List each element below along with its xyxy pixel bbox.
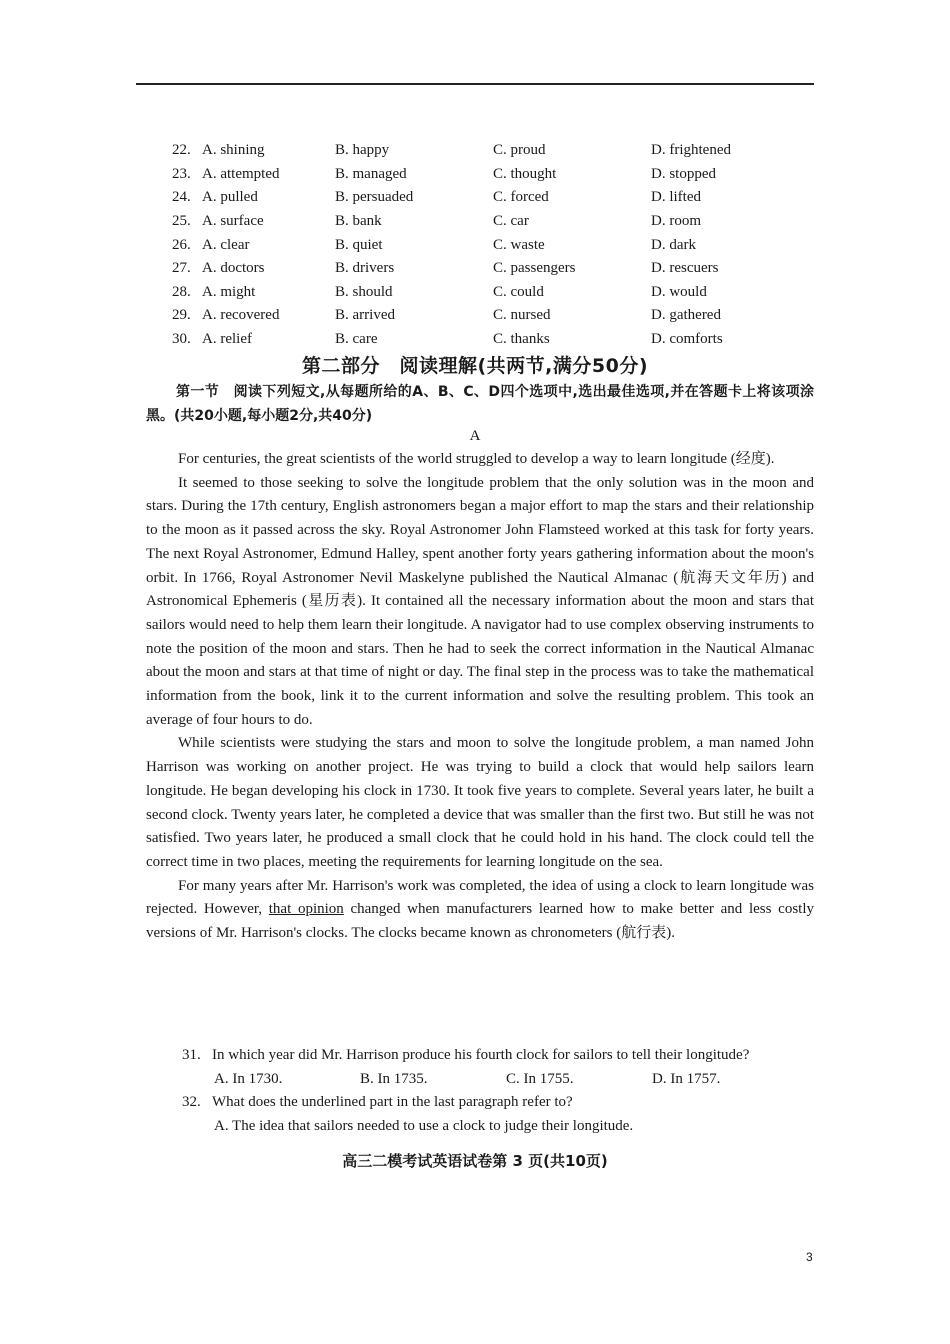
question-31 — [146, 1044, 814, 1068]
option-d: D. comforts — [651, 331, 723, 348]
q31-option-d: D. In 1757. — [652, 1070, 721, 1087]
option-row — [172, 186, 772, 210]
option-b: B. bank — [335, 213, 382, 230]
option-row — [172, 257, 772, 281]
question-number: 29. — [172, 307, 191, 324]
option-row — [172, 328, 772, 352]
option-d: D. gathered — [651, 307, 721, 324]
option-c: C. car — [493, 213, 529, 230]
question-32-number: 32. — [182, 1094, 201, 1111]
question-31-options — [146, 1068, 814, 1092]
section-instructions: 第一节 阅读下列短文,从每题所给的A、B、C、D四个选项中,选出最佳选项,并在答题卡上将该项涂黑。(共20小题,每小题2分,共40分) — [146, 384, 814, 424]
question-number: 25. — [172, 213, 191, 230]
passage-letter: A — [469, 428, 481, 444]
option-row — [172, 233, 772, 257]
option-a: A. shining — [202, 142, 265, 159]
option-row — [172, 163, 772, 187]
option-a: A. might — [202, 283, 256, 300]
option-d: D. room — [651, 213, 701, 230]
paragraph-1: For centuries, the great scientists of the world struggled to develop a way to learn longitude (经度). — [178, 451, 775, 467]
option-c: C. passengers — [493, 260, 576, 277]
option-c: C. thanks — [493, 331, 550, 348]
page-number: 3 — [806, 1250, 813, 1264]
option-a: A. pulled — [202, 189, 258, 206]
underlined-phrase: that opinion — [268, 901, 344, 918]
option-c: C. proud — [493, 142, 546, 159]
part-title: 第二部分 阅读理解(共两节,满分50分) — [301, 355, 649, 377]
option-b: B. drivers — [335, 260, 395, 277]
option-c: C. waste — [493, 236, 545, 253]
option-row — [172, 139, 772, 163]
q31-option-b: B. In 1735. — [360, 1070, 428, 1087]
option-b: B. quiet — [335, 236, 383, 253]
option-b: B. should — [335, 283, 393, 300]
question-31-number: 31. — [182, 1047, 201, 1063]
paragraph-4 — [146, 875, 814, 946]
q32-option-a: A. The idea that sailors needed to use a clock to judge their longitude. — [214, 1118, 634, 1135]
option-row — [172, 210, 772, 234]
option-d: D. frightened — [651, 142, 731, 159]
option-d: D. rescuers — [651, 260, 719, 277]
option-a: A. recovered — [202, 307, 280, 324]
option-row — [172, 304, 772, 328]
paragraph-2: It seemed to those seeking to solve the longitude problem that the only solution was in the moon and stars. During the 17th century, English astronomers began a major effort to map the stars and their relationship to the moon as it passed across the sky. Royal Astronomer John Flamsteed worked at this task for forty years. The next Royal Astronomer, Edmund Halley, spent another forty years gathering information about the moon's orbit. In 1766, Royal Astronomer Nevil Maskelyne published the Nautical Almanac (航海天文年历) and Astronomical Ephemeris (星历表). It contained all the necessary information about the moon and stars that sailors would need to help them learn their longitude. A navigator had to use complex observing instruments to note the position of the moon and stars. Then he had to seek the correct information in the Nautical Almanac about the moon and stars at that time of night or day. The final step in the process was to take the mathematical information from the book, link it to the current information and solve the resulting problem. This took an average of four hours to do. — [146, 474, 814, 728]
question-number: 30. — [172, 331, 191, 348]
option-c: C. thought — [493, 165, 557, 182]
page-footer: 高三二模考试英语试卷第 3 页(共10页) — [342, 1152, 608, 1170]
question-32 — [146, 1091, 814, 1115]
option-d: D. would — [651, 283, 707, 300]
question-number: 26. — [172, 236, 191, 253]
option-b: B. care — [335, 331, 378, 348]
top-rule — [136, 83, 814, 85]
option-c: C. could — [493, 283, 544, 300]
paragraph-3: While scientists were studying the stars and moon to solve the longitude problem, a man named John Harrison was working on another project. He was trying to build a clock that would help sailors learn longitude. He began developing his clock in 1730. It took five years to complete. Several years later, he built a second clock. Twenty years later, he completed a device that was smaller than the first two. But still he was not satisfied. Two years later, he produced a small clock that he could hold in his hand. The clock could tell the correct time in two places, meeting the requirements for learning longitude on the sea. — [146, 735, 814, 870]
option-d: D. dark — [651, 236, 696, 253]
q31-option-a: A. In 1730. — [214, 1070, 283, 1087]
question-32-stem: What does the underlined part in the last paragraph refer to? — [212, 1094, 573, 1111]
paragraph-4-start: For many years after Mr. Harrison's work was completed, the idea of using a clock to learn longitude was rejected. However, — [146, 877, 814, 918]
option-a: A. clear — [202, 236, 250, 253]
question-number: 27. — [172, 260, 191, 277]
option-b: B. persuaded — [335, 189, 414, 206]
questions — [146, 1044, 814, 1139]
option-a: A. doctors — [202, 260, 265, 277]
option-row — [172, 281, 772, 305]
reading-passage — [146, 448, 814, 946]
option-b: B. managed — [335, 165, 407, 182]
question-31-stem: In which year did Mr. Harrison produce his fourth clock for sailors to tell their longitude? — [212, 1047, 750, 1063]
option-a: A. attempted — [202, 165, 280, 182]
option-c: C. forced — [493, 189, 549, 206]
option-c: C. nursed — [493, 307, 551, 324]
question-number: 22. — [172, 142, 191, 159]
cloze-options — [172, 139, 772, 351]
option-a: A. relief — [202, 331, 252, 348]
option-d: D. lifted — [651, 189, 701, 206]
option-a: A. surface — [202, 213, 264, 230]
option-b: B. arrived — [335, 307, 395, 324]
question-number: 28. — [172, 283, 191, 300]
q31-option-c: C. In 1755. — [506, 1070, 574, 1087]
paragraph-4-end: changed when manufacturers learned how to make better and less costly versions of Mr. Harrison's clocks. The clocks became known as chronometers (航行表). — [146, 901, 814, 942]
option-d: D. stopped — [651, 165, 716, 182]
question-number: 23. — [172, 165, 191, 182]
question-number: 24. — [172, 189, 191, 206]
option-b: B. happy — [335, 142, 390, 159]
